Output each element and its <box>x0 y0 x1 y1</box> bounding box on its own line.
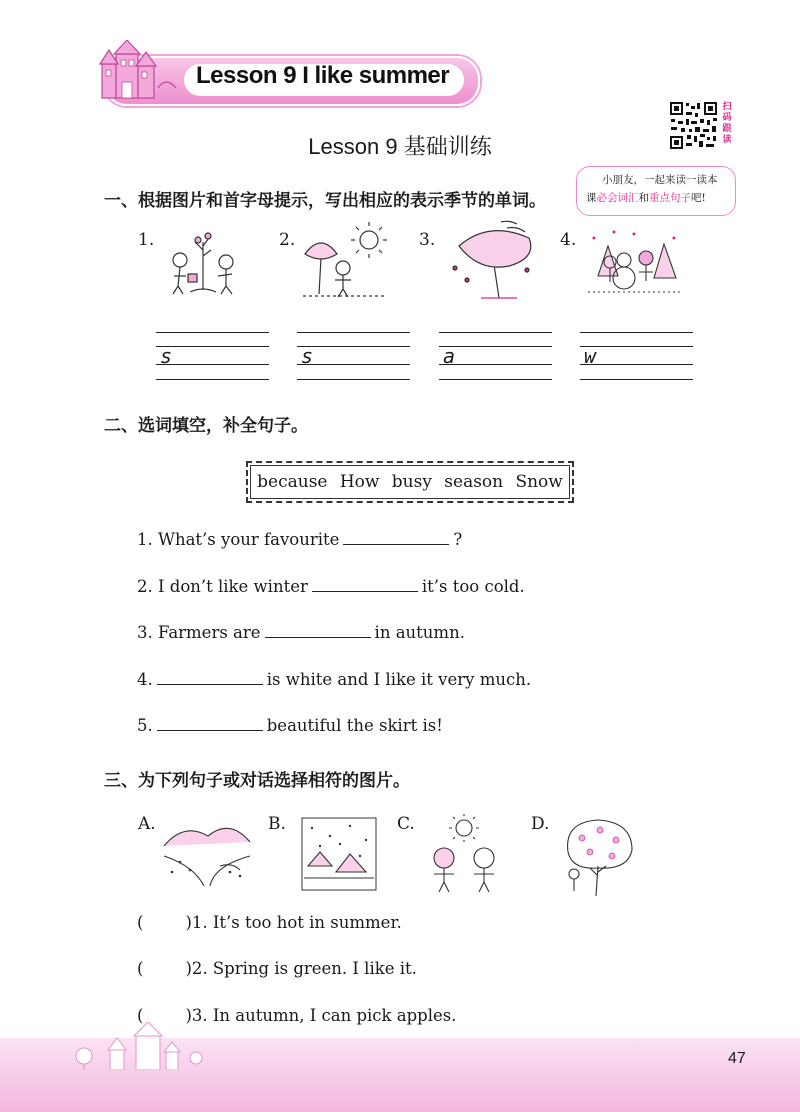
planting-tree-illustration <box>160 220 246 298</box>
match-question: ( )2. Spring is green. I like it. <box>137 959 417 978</box>
item-number: 3. <box>419 230 436 250</box>
tip-line2: 课必会词汇和重点句子吧! <box>586 192 706 204</box>
item-number: 2. <box>279 230 296 250</box>
answer-blank[interactable] <box>157 716 263 731</box>
answer-blank[interactable] <box>157 670 263 685</box>
tip-line1: 小朋友，一起来读一读本 <box>602 174 718 186</box>
hint-letter: s <box>160 344 173 368</box>
fill-sentence: 4. is white and I like it very much. <box>137 670 532 689</box>
answer-writing-lines[interactable] <box>156 332 269 380</box>
answer-paren[interactable]: ( <box>137 959 144 978</box>
hint-letter: w <box>584 344 597 368</box>
answer-paren[interactable]: ( <box>137 1006 144 1025</box>
fill-sentence: 1. What’s your favourite ? <box>137 530 463 549</box>
item-number: 1. <box>138 230 155 250</box>
option-label: B. <box>268 814 286 834</box>
fill-sentence: 2. I don’t like winter it’s too cold. <box>137 577 525 596</box>
word-bank-item: because <box>257 472 328 492</box>
section1-heading: 一、根据图片和首字母提示，写出相应的表示季节的单词。 <box>104 191 546 211</box>
fill-sentence: 5. beautiful the skirt is! <box>137 716 443 735</box>
castle-icon <box>92 40 178 104</box>
option-d-apple-tree-illustration <box>560 816 638 898</box>
option-b-snow-village-illustration <box>300 816 378 892</box>
page-number: 47 <box>728 1050 746 1067</box>
word-bank-item: busy <box>391 472 432 492</box>
autumn-windy-tree-illustration <box>441 218 537 304</box>
hint-letter: a <box>443 344 456 368</box>
option-label: D. <box>531 814 550 834</box>
answer-writing-lines[interactable] <box>580 332 693 380</box>
summer-sun-illustration <box>299 220 389 300</box>
word-bank <box>246 461 574 503</box>
answer-writing-lines[interactable] <box>297 332 410 380</box>
word-bank-item: How <box>339 472 380 492</box>
item-number: 4. <box>560 230 577 250</box>
option-label: C. <box>397 814 415 834</box>
scan-label[interactable]: 扫码跟读 <box>722 101 732 144</box>
option-a-landscape-illustration <box>160 816 254 886</box>
footer-castle-icon <box>70 1022 210 1070</box>
word-bank-item: Snow <box>515 472 563 492</box>
section3-heading: 三、为下列句子或对话选择相符的图片。 <box>104 771 410 791</box>
match-question: ( )3. In autumn, I can pick apples. <box>137 1006 457 1025</box>
hint-letter: s <box>301 344 314 368</box>
answer-paren[interactable]: ( <box>137 913 144 932</box>
lesson-title: Lesson 9 I like summer <box>196 62 450 89</box>
answer-writing-lines[interactable] <box>439 332 552 380</box>
answer-blank[interactable] <box>265 623 371 638</box>
answer-blank[interactable] <box>343 530 449 545</box>
winter-snow-illustration <box>584 228 684 298</box>
section2-heading: 二、选词填空，补全句子。 <box>104 416 308 436</box>
fill-sentence: 3. Farmers are in autumn. <box>137 623 465 642</box>
answer-blank[interactable] <box>312 577 418 592</box>
page-subtitle: Lesson 9 基础训练 <box>308 134 492 159</box>
match-question: ( )1. It’s too hot in summer. <box>137 913 402 932</box>
option-c-hot-sun-kids-illustration <box>424 814 504 896</box>
option-label: A. <box>138 814 156 834</box>
word-bank-item: season <box>444 472 504 492</box>
